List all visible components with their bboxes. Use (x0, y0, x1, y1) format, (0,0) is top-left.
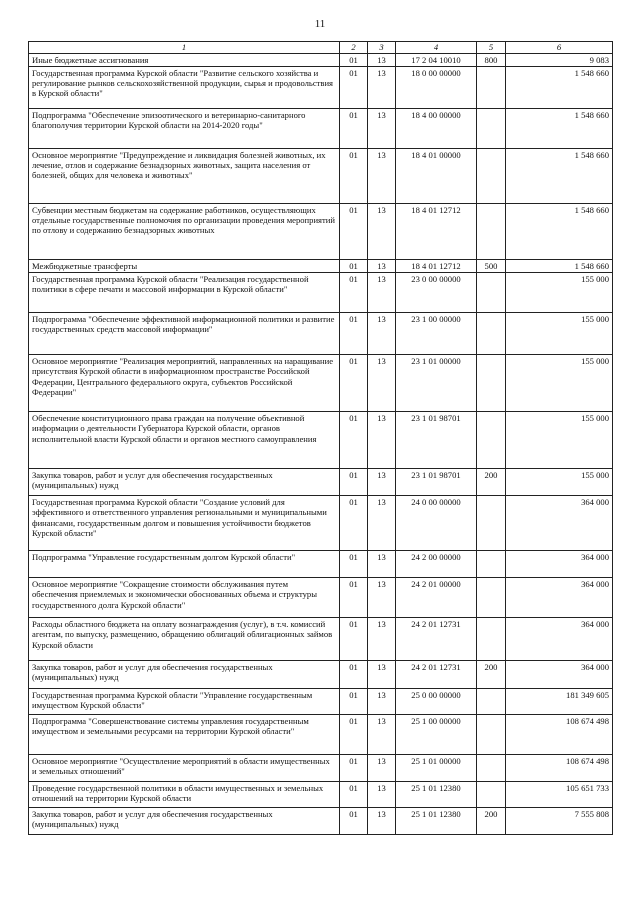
cell-name: Подпрограмма "Обеспечение эпизоотического и ветеринарно-санитарного благополучия территории Курской области на 2014-2020 годы" (29, 109, 340, 149)
cell-amount: 155 000 (506, 273, 613, 313)
cell-name: Государственная программа Курской области "Развитие сельского хозяйства и регулирование рынков сельскохозяйственной продукции, сырья и продовольствия в Курской области" (29, 67, 340, 109)
cell-subsection: 13 (368, 260, 396, 273)
cell-expense-type: 200 (477, 661, 506, 689)
cell-name: Проведение государственной политики в области имущественных и земельных отношений на территории Курской области (29, 782, 340, 808)
cell-section: 01 (340, 204, 368, 260)
cell-subsection: 13 (368, 204, 396, 260)
cell-section: 01 (340, 618, 368, 661)
cell-target-article: 23 1 00 00000 (396, 313, 477, 355)
cell-subsection: 13 (368, 661, 396, 689)
cell-subsection: 13 (368, 782, 396, 808)
header-subsection: 3 (368, 42, 396, 54)
cell-section: 01 (340, 109, 368, 149)
header-expense-type: 5 (477, 42, 506, 54)
cell-target-article: 24 2 01 12731 (396, 661, 477, 689)
cell-expense-type (477, 618, 506, 661)
cell-section: 01 (340, 273, 368, 313)
cell-section: 01 (340, 689, 368, 715)
cell-subsection: 13 (368, 109, 396, 149)
cell-subsection: 13 (368, 149, 396, 204)
cell-target-article: 23 0 00 00000 (396, 273, 477, 313)
cell-expense-type (477, 412, 506, 469)
cell-amount: 1 548 660 (506, 260, 613, 273)
cell-target-article: 24 2 01 00000 (396, 578, 477, 618)
cell-expense-type (477, 355, 506, 412)
cell-amount: 364 000 (506, 578, 613, 618)
cell-section: 01 (340, 496, 368, 551)
cell-name: Государственная программа Курской области "Создание условий для эффективного и ответственного управления региональными и муниципальными финансами, государственным долгом и повышения устойчивости бюджетов Курской области" (29, 496, 340, 551)
cell-amount: 1 548 660 (506, 109, 613, 149)
cell-expense-type (477, 109, 506, 149)
cell-amount: 1 548 660 (506, 149, 613, 204)
cell-amount: 181 349 605 (506, 689, 613, 715)
cell-subsection: 13 (368, 469, 396, 496)
cell-amount: 364 000 (506, 496, 613, 551)
cell-expense-type (477, 551, 506, 578)
table-row (29, 808, 613, 835)
cell-target-article: 25 1 01 12380 (396, 782, 477, 808)
cell-amount: 364 000 (506, 551, 613, 578)
table-row (29, 412, 613, 469)
cell-name: Закупка товаров, работ и услуг для обеспечения государственных (муниципальных) нужд (29, 469, 340, 496)
cell-target-article: 23 1 01 00000 (396, 355, 477, 412)
cell-section: 01 (340, 412, 368, 469)
cell-expense-type (477, 149, 506, 204)
cell-subsection: 13 (368, 412, 396, 469)
table-row (29, 578, 613, 618)
table-row (29, 67, 613, 109)
cell-section: 01 (340, 149, 368, 204)
header-amount: 6 (506, 42, 613, 54)
cell-name: Закупка товаров, работ и услуг для обеспечения государственных (муниципальных) нужд (29, 661, 340, 689)
cell-name: Подпрограмма "Совершенствование системы управления государственным имуществом и земельными ресурсами на территории Курской области" (29, 715, 340, 755)
table-row (29, 149, 613, 204)
cell-expense-type: 200 (477, 808, 506, 835)
cell-expense-type (477, 496, 506, 551)
cell-section: 01 (340, 715, 368, 755)
cell-target-article: 18 4 00 00000 (396, 109, 477, 149)
cell-expense-type (477, 689, 506, 715)
cell-subsection: 13 (368, 689, 396, 715)
table-row (29, 755, 613, 782)
cell-expense-type (477, 67, 506, 109)
table-row (29, 313, 613, 355)
budget-table (28, 41, 613, 835)
table-row (29, 355, 613, 412)
cell-expense-type (477, 204, 506, 260)
cell-subsection: 13 (368, 551, 396, 578)
table-row (29, 496, 613, 551)
cell-subsection: 13 (368, 273, 396, 313)
cell-target-article: 18 4 01 12712 (396, 204, 477, 260)
cell-expense-type (477, 715, 506, 755)
cell-target-article: 18 0 00 00000 (396, 67, 477, 109)
cell-amount: 1 548 660 (506, 67, 613, 109)
table-row (29, 689, 613, 715)
cell-amount: 155 000 (506, 412, 613, 469)
cell-section: 01 (340, 661, 368, 689)
cell-target-article: 18 4 01 12712 (396, 260, 477, 273)
cell-section: 01 (340, 355, 368, 412)
cell-name: Государственная программа Курской области "Реализация государственной политики в сфере печати и массовой информации в Курской области" (29, 273, 340, 313)
cell-subsection: 13 (368, 618, 396, 661)
table-row (29, 782, 613, 808)
cell-expense-type (477, 755, 506, 782)
cell-section: 01 (340, 469, 368, 496)
cell-amount: 155 000 (506, 469, 613, 496)
cell-target-article: 25 1 01 12380 (396, 808, 477, 835)
cell-expense-type (477, 313, 506, 355)
cell-section: 01 (340, 578, 368, 618)
cell-subsection: 13 (368, 496, 396, 551)
cell-amount: 155 000 (506, 355, 613, 412)
cell-target-article: 24 2 00 00000 (396, 551, 477, 578)
cell-target-article: 24 0 00 00000 (396, 496, 477, 551)
cell-subsection: 13 (368, 355, 396, 412)
table-row (29, 273, 613, 313)
cell-expense-type: 200 (477, 469, 506, 496)
cell-expense-type (477, 578, 506, 618)
cell-section: 01 (340, 782, 368, 808)
cell-section: 01 (340, 54, 368, 67)
cell-subsection: 13 (368, 313, 396, 355)
cell-section: 01 (340, 808, 368, 835)
table-row (29, 661, 613, 689)
cell-target-article: 25 1 00 00000 (396, 715, 477, 755)
cell-name: Иные бюджетные ассигнования (29, 54, 340, 67)
table-row (29, 618, 613, 661)
cell-target-article: 23 1 01 98701 (396, 469, 477, 496)
cell-subsection: 13 (368, 67, 396, 109)
cell-amount: 9 083 (506, 54, 613, 67)
cell-amount: 108 674 498 (506, 715, 613, 755)
cell-amount: 364 000 (506, 618, 613, 661)
cell-name: Обеспечение конституционного права граждан на получение объективной информации о деятельности Губернатора Курской области, органов исполнительной власти Курской области и органов местного самоуправления (29, 412, 340, 469)
table-row (29, 109, 613, 149)
cell-expense-type (477, 273, 506, 313)
cell-expense-type: 500 (477, 260, 506, 273)
cell-expense-type: 800 (477, 54, 506, 67)
cell-subsection: 13 (368, 715, 396, 755)
cell-expense-type (477, 782, 506, 808)
cell-amount: 108 674 498 (506, 755, 613, 782)
cell-amount: 364 000 (506, 661, 613, 689)
cell-section: 01 (340, 67, 368, 109)
table-row (29, 260, 613, 273)
table-row (29, 551, 613, 578)
cell-target-article: 23 1 01 98701 (396, 412, 477, 469)
cell-section: 01 (340, 260, 368, 273)
cell-subsection: 13 (368, 54, 396, 67)
table-row (29, 715, 613, 755)
header-row (29, 42, 613, 54)
cell-name: Основное мероприятие "Предупреждение и ликвидация болезней животных, их лечение, отлов и содержание безнадзорных животных, защита населения от болезней, общих для человека и животных" (29, 149, 340, 204)
cell-name: Межбюджетные трансферты (29, 260, 340, 273)
cell-name: Закупка товаров, работ и услуг для обеспечения государственных (муниципальных) нужд (29, 808, 340, 835)
cell-name: Подпрограмма "Управление государственным долгом Курской области" (29, 551, 340, 578)
cell-target-article: 25 1 01 00000 (396, 755, 477, 782)
page-number: 11 (314, 18, 326, 30)
header-target-article: 4 (396, 42, 477, 54)
table-row (29, 469, 613, 496)
cell-amount: 155 000 (506, 313, 613, 355)
header-name: 1 (29, 42, 340, 54)
table-row (29, 204, 613, 260)
cell-section: 01 (340, 551, 368, 578)
cell-target-article: 25 0 00 00000 (396, 689, 477, 715)
cell-name: Расходы областного бюджета на оплату вознаграждения (услуг), в т.ч. комиссий агентам, по выпуску, размещению, обращению облигаций облигационных займов Курской области (29, 618, 340, 661)
cell-name: Основное мероприятие "Реализация мероприятий, направленных на наращивание присутствия Курской области в информационном пространстве Российской Федерации, Центрального федерального округа, субъектов Российской Федерации" (29, 355, 340, 412)
cell-subsection: 13 (368, 755, 396, 782)
header-section: 2 (340, 42, 368, 54)
cell-name: Государственная программа Курской области "Управление государственным имуществом Курской области" (29, 689, 340, 715)
cell-section: 01 (340, 313, 368, 355)
cell-name: Субвенции местным бюджетам на содержание работников, осуществляющих отдельные государственные полномочия по организации проведения мероприятий по отлову и содержанию безнадзорных животных (29, 204, 340, 260)
cell-subsection: 13 (368, 578, 396, 618)
cell-target-article: 24 2 01 12731 (396, 618, 477, 661)
cell-target-article: 17 2 04 10010 (396, 54, 477, 67)
cell-amount: 105 651 733 (506, 782, 613, 808)
table-row (29, 54, 613, 67)
cell-name: Основное мероприятие "Осуществление мероприятий в области имущественных и земельных отношений" (29, 755, 340, 782)
cell-amount: 7 555 808 (506, 808, 613, 835)
cell-section: 01 (340, 755, 368, 782)
cell-name: Подпрограмма "Обеспечение эффективной информационной политики и развитие государственных средств массовой информации" (29, 313, 340, 355)
cell-target-article: 18 4 01 00000 (396, 149, 477, 204)
cell-amount: 1 548 660 (506, 204, 613, 260)
cell-subsection: 13 (368, 808, 396, 835)
cell-name: Основное мероприятие "Сокращение стоимости обслуживания путем обеспечения приемлемых и экономически обоснованных объема и структуры государственного долга Курской области" (29, 578, 340, 618)
